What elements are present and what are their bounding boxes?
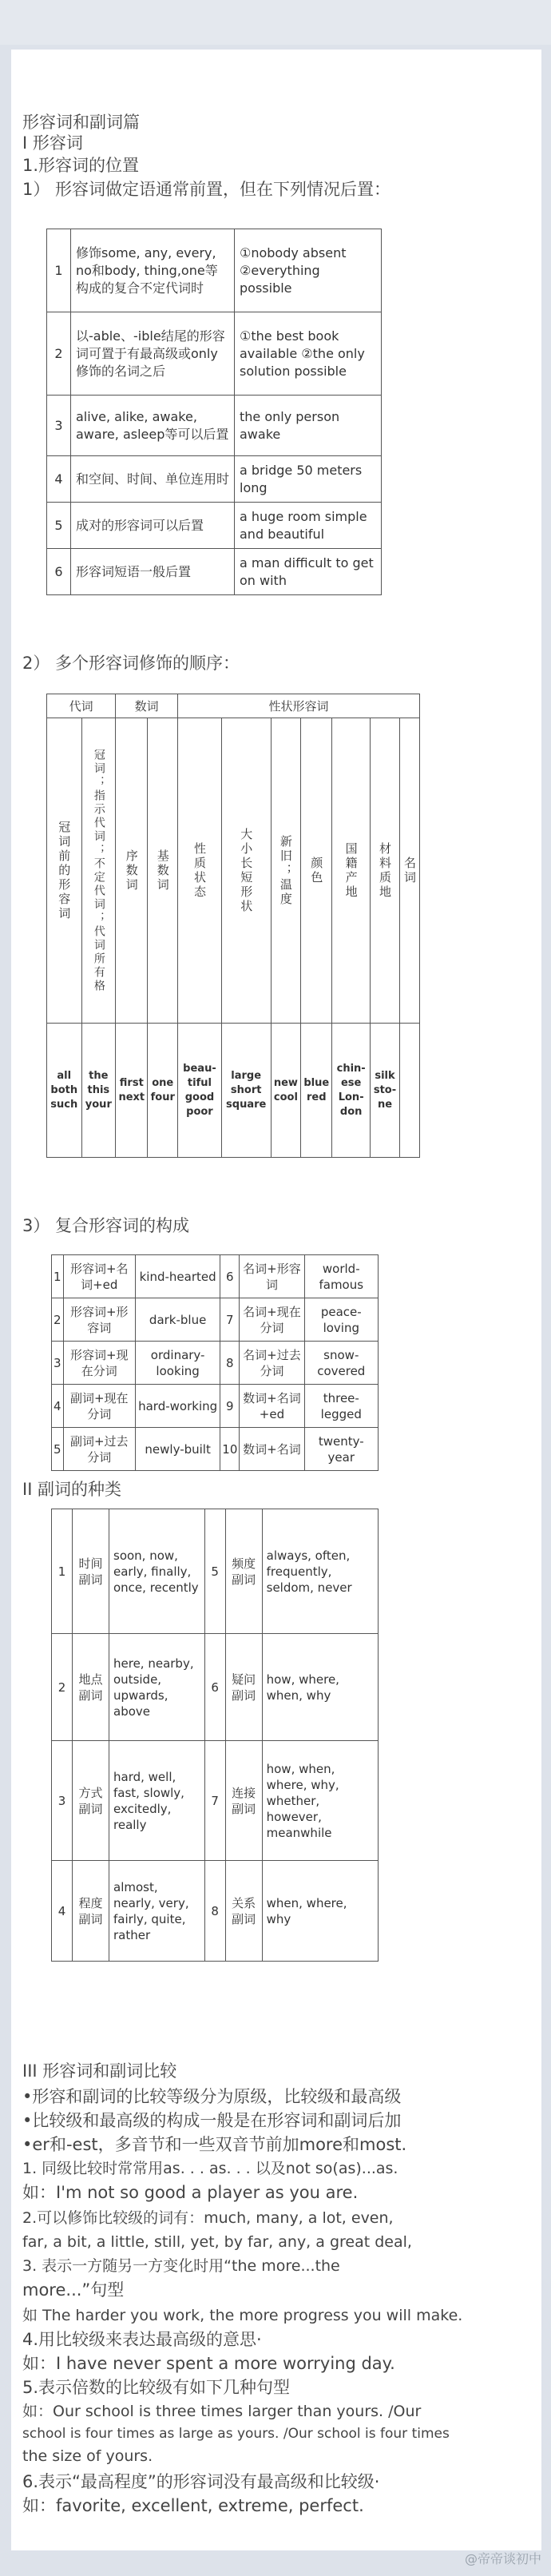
- text-line: •比较级和最高级的构成一般是在形容词和副词后加: [22, 2111, 402, 2130]
- table-row: [52, 1342, 379, 1385]
- column-header-text: 新旧；温度: [278, 834, 293, 907]
- cell: 名词+形容词: [240, 1255, 304, 1298]
- table-row: [47, 718, 420, 1024]
- cell: 3: [52, 1342, 64, 1385]
- table-row: [52, 1861, 379, 1962]
- column-header: [148, 718, 178, 1024]
- example-cell: a bridge 50 meters long: [235, 456, 382, 503]
- text-line: 如：favorite, excellent, extreme, perfect.: [22, 2496, 364, 2515]
- text-line: 2.可以修饰比较级的词有：much, many, a lot, even,: [22, 2209, 394, 2227]
- cell: 地点副词: [73, 1634, 109, 1741]
- text-line: more...”句型: [22, 2280, 125, 2300]
- text-line: 如：Our school is three times larger than yours. /Our: [22, 2403, 422, 2420]
- rule-cell: 以-able、-ible结尾的形容词可置于有最高级或only修饰的名词之后: [71, 312, 235, 396]
- column-header: [81, 718, 116, 1024]
- column-header: [221, 718, 271, 1024]
- table-row: [52, 1385, 379, 1428]
- table-row: [47, 503, 382, 549]
- column-header-text: 性质状态: [192, 841, 207, 900]
- row-number: 2: [47, 312, 71, 396]
- column-header: [332, 718, 371, 1024]
- cell: 名词+过去分词: [240, 1342, 304, 1385]
- example-cell: ①nobody absent ②everything possible: [235, 229, 382, 312]
- cell: 2: [52, 1634, 73, 1741]
- cell: 数词+名词: [240, 1428, 304, 1471]
- adjective-order-table: [46, 694, 420, 1158]
- column-header: [371, 718, 400, 1024]
- column-header: [47, 718, 82, 1024]
- table-row: [47, 229, 382, 312]
- cell: always, often, frequently, seldom, never: [262, 1509, 378, 1634]
- cell: 4: [52, 1385, 64, 1428]
- example-cell: ①the best book available ②the only solution possible: [235, 312, 382, 396]
- cell: almost, nearly, very, fairly, quite, rather: [109, 1861, 205, 1962]
- rule-cell: 和空间、时间、单位连用时: [71, 456, 235, 503]
- group-header: 性状形容词: [178, 694, 420, 718]
- table-row: [47, 1024, 420, 1158]
- cell: 8: [220, 1342, 240, 1385]
- subsection3-heading: 3） 复合形容词的构成: [22, 1216, 190, 1235]
- part2-heading: II 副词的种类: [22, 1480, 122, 1499]
- cell: 4: [52, 1861, 73, 1962]
- table-row: [47, 312, 382, 396]
- cell: 副词+现在分词: [63, 1385, 135, 1428]
- table-row: [52, 1298, 379, 1342]
- cell: 名词+现在分词: [240, 1298, 304, 1342]
- column-header: [116, 718, 148, 1024]
- cell: 副词+过去分词: [63, 1428, 135, 1471]
- cell: peace-loving: [304, 1298, 378, 1342]
- text-line: the size of yours.: [22, 2447, 153, 2465]
- text-line: far, a bit, a little, still, yet, by far, any, a great deal,: [22, 2233, 412, 2251]
- part1-heading: I 形容词: [22, 133, 83, 153]
- adjective-position-table: [46, 229, 382, 595]
- subsection2-heading: 2） 多个形容词修饰的顺序：: [22, 654, 240, 673]
- cell: snow-covered: [304, 1342, 378, 1385]
- row-number: 5: [47, 503, 71, 549]
- cell: newly-built: [135, 1428, 220, 1471]
- column-header-text: 材料质地: [378, 841, 392, 900]
- cell: hard, well, fast, slowly, excitedly, really: [109, 1741, 205, 1861]
- cell: here, nearby, outside, upwards, above: [109, 1634, 205, 1741]
- cell: 7: [220, 1298, 240, 1342]
- table-row: [47, 456, 382, 503]
- text-line: •形容和副词的比较等级分为原级，比较级和最高级: [22, 2087, 402, 2106]
- column-header-text: 序数词: [124, 849, 139, 892]
- table-row: [52, 1741, 379, 1861]
- table-row: [52, 1634, 379, 1741]
- table-row: [52, 1255, 379, 1298]
- column-header-text: 国籍产地: [343, 841, 359, 900]
- example-cell: a huge room simple and beautiful: [235, 503, 382, 549]
- table-row: [47, 549, 382, 595]
- text-line: 如：I have never spent a more worrying day.: [22, 2354, 395, 2373]
- cell: 8: [204, 1861, 225, 1962]
- cell: 连接副词: [225, 1741, 262, 1861]
- cell: when, where, why: [262, 1861, 378, 1962]
- column-header-text: 冠词；指示代词；不定代词；代词所有格: [92, 748, 105, 993]
- cell: 6: [220, 1255, 240, 1298]
- table-row: [52, 1509, 379, 1634]
- cell: 疑问副词: [225, 1634, 262, 1741]
- group-header: 代词: [47, 694, 116, 718]
- example-cell: large short square: [221, 1024, 271, 1158]
- text-line: 3. 表示一方随另一方变化时用“the more...the: [22, 2257, 340, 2275]
- row-number: 1: [47, 229, 71, 312]
- example-cell: the only person awake: [235, 396, 382, 456]
- text-line: 4.用比较级来表达最高级的意思·: [22, 2330, 262, 2349]
- cell: 1: [52, 1509, 73, 1634]
- cell: kind-hearted: [135, 1255, 220, 1298]
- cell: 程度副词: [73, 1861, 109, 1962]
- example-cell: [399, 1024, 419, 1158]
- example-cell: one four: [148, 1024, 178, 1158]
- subsection1-heading: 1） 形容词做定语通常前置，但在下列情况后置：: [22, 180, 391, 199]
- cell: 6: [204, 1634, 225, 1741]
- table-row: [47, 396, 382, 456]
- column-header-text: 基数词: [155, 849, 170, 892]
- cell: 7: [204, 1741, 225, 1861]
- column-header: [301, 718, 332, 1024]
- cell: 5: [52, 1428, 64, 1471]
- cell: dark-blue: [135, 1298, 220, 1342]
- cell: world-famous: [304, 1255, 378, 1298]
- text-line: 1. 同级比较时常常用as. . . as. . . 以及not so(as)...as.: [22, 2160, 398, 2177]
- example-cell: blue red: [301, 1024, 332, 1158]
- cell: 形容词+形容词: [63, 1298, 135, 1342]
- example-cell: all both such: [47, 1024, 82, 1158]
- text-line: 6.表示“最高程度”的形容词没有最高级和比较级·: [22, 2472, 380, 2491]
- watermark: @帝帝谈初中: [464, 2551, 541, 2566]
- group-header: 数词: [116, 694, 178, 718]
- cell: 3: [52, 1741, 73, 1861]
- rule-cell: 形容词短语一般后置: [71, 549, 235, 595]
- cell: 形容词+现在分词: [63, 1342, 135, 1385]
- table-row: [47, 694, 420, 718]
- text-line: •er和-est，多音节和一些双音节前加more和most.: [22, 2135, 407, 2154]
- adverb-types-table: [51, 1509, 379, 1962]
- cell: 10: [220, 1428, 240, 1471]
- row-number: 4: [47, 456, 71, 503]
- cell: how, where, when, why: [262, 1634, 378, 1741]
- doc-title: 形容词和副词篇: [22, 113, 140, 132]
- table-row: [52, 1428, 379, 1471]
- column-header-text: 大小长短形状: [239, 827, 254, 914]
- cell: 方式副词: [73, 1741, 109, 1861]
- example-cell: beau-tiful good poor: [178, 1024, 222, 1158]
- cell: 数词+名词+ed: [240, 1385, 304, 1428]
- example-cell: new cool: [271, 1024, 301, 1158]
- part3-heading: III 形容词和副词比较: [22, 2061, 177, 2081]
- cell: 9: [220, 1385, 240, 1428]
- row-number: 3: [47, 396, 71, 456]
- example-cell: silk sto-ne: [371, 1024, 400, 1158]
- rule-cell: 成对的形容词可以后置: [71, 503, 235, 549]
- cell: soon, now, early, finally, once, recently: [109, 1509, 205, 1634]
- cell: ordinary-looking: [135, 1342, 220, 1385]
- example-cell: a man difficult to get on with: [235, 549, 382, 595]
- cell: twenty-year: [304, 1428, 378, 1471]
- cell: 时间副词: [73, 1509, 109, 1634]
- adjective-order-table-wrap: [46, 694, 420, 1157]
- cell: how, when, where, why, whether, however, meanwhile: [262, 1741, 378, 1861]
- cell: three-legged: [304, 1385, 378, 1428]
- text-line: 如：I'm not so good a player as you are.: [22, 2183, 359, 2202]
- text-line: 如 The harder you work, the more progress you will make.: [22, 2307, 463, 2324]
- cell: 5: [204, 1509, 225, 1634]
- cell: hard-working: [135, 1385, 220, 1428]
- text-line: 5.表示倍数的比较级有如下几种句型: [22, 2378, 291, 2397]
- rule-cell: alive, alike, awake, aware, asleep等可以后置: [71, 396, 235, 456]
- column-header-text: 颜色: [309, 856, 324, 885]
- text-line: school is four times as large as yours. /Our school is four times: [22, 2426, 450, 2442]
- column-header-text: 名词: [402, 856, 417, 885]
- row-number: 6: [47, 549, 71, 595]
- cell: 关系副词: [225, 1861, 262, 1962]
- cell: 1: [52, 1255, 64, 1298]
- top-strip: [0, 0, 551, 45]
- cell: 2: [52, 1298, 64, 1342]
- column-header-text: 冠词前的形容词: [57, 820, 72, 921]
- column-header: [399, 718, 419, 1024]
- column-header: [178, 718, 222, 1024]
- cell: 频度副词: [225, 1509, 262, 1634]
- rule-cell: 修饰some, any, every, no和body, thing,one等构成的复合不定代词时: [71, 229, 235, 312]
- example-cell: first next: [116, 1024, 148, 1158]
- example-cell: the this your: [81, 1024, 116, 1158]
- column-header: [271, 718, 301, 1024]
- compound-adjective-table: [51, 1254, 379, 1471]
- section1-heading: 1.形容词的位置: [22, 156, 140, 175]
- cell: 形容词+名词+ed: [63, 1255, 135, 1298]
- example-cell: chin-ese Lon-don: [332, 1024, 371, 1158]
